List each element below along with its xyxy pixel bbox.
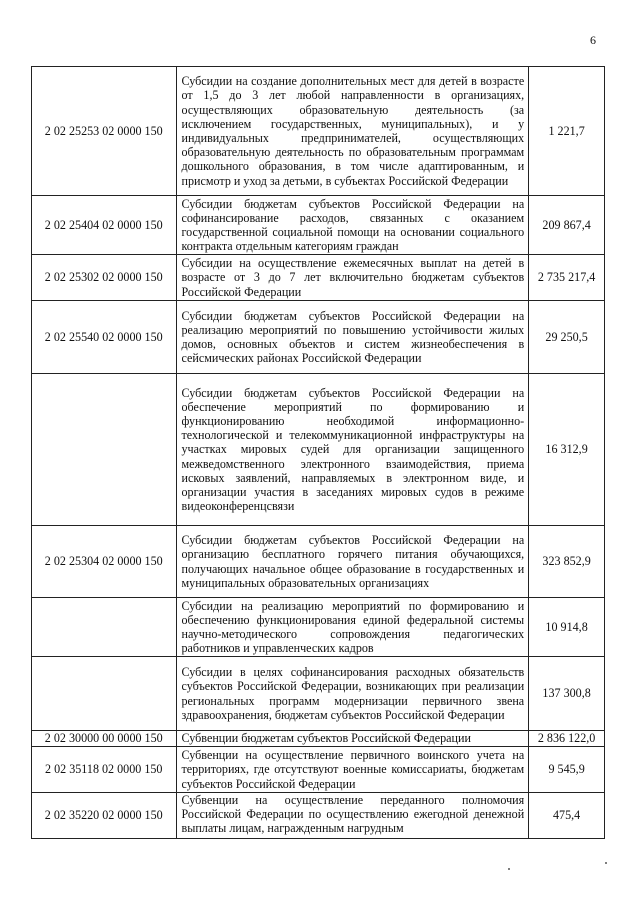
- table-row: [32, 374, 605, 526]
- budget-code-cell: 2 02 35220 02 0000 150: [32, 793, 177, 839]
- page-number: 6: [590, 33, 596, 47]
- table-row: [32, 526, 605, 598]
- table-row: [32, 598, 605, 657]
- amount-cell: 137 300,8: [529, 657, 605, 731]
- budget-code-cell: 2 02 25404 02 0000 150: [32, 196, 177, 255]
- table-row: [32, 67, 605, 196]
- budget-code-cell: 2 02 30000 00 0000 150: [32, 731, 177, 747]
- table-row: [32, 196, 605, 255]
- description-cell: Субвенции на осуществление переданного полномочия Российской Федерации по осуществлению ежегодной денежной выплаты лицам, награжденным нагрудным: [176, 793, 529, 839]
- description-cell: Субвенции на осуществление первичного воинского учета на территориях, где отсутствуют военные комиссариаты, бюджетам субъектов Российской Федерации: [176, 747, 529, 793]
- description-cell: Субсидии бюджетам субъектов Российской Федерации на организацию бесплатного горячего питания обучающихся, получающих начальное общее образование в государственных и муниципальных образовательных организациях: [176, 526, 529, 598]
- description-cell: Субвенции бюджетам субъектов Российской Федерации: [176, 731, 529, 747]
- description-cell: Субсидии бюджетам субъектов Российской Федерации на софинансирование расходов, связанных с оказанием государственной социальной помощи на основании социального контракта отдельным категориям граждан: [176, 196, 529, 255]
- description-cell: Субсидии бюджетам субъектов Российской Федерации на реализацию мероприятий по повышению устойчивости жилых домов, основных объектов и систем жизнеобеспечения в сейсмических районах Российской Федерации: [176, 301, 529, 374]
- scan-speck: [508, 868, 510, 870]
- table-row: [32, 657, 605, 731]
- amount-cell: 209 867,4: [529, 196, 605, 255]
- scan-speck: [605, 862, 607, 864]
- table-row: [32, 793, 605, 839]
- budget-code-cell: [32, 657, 177, 731]
- table-row: [32, 731, 605, 747]
- amount-cell: 29 250,5: [529, 301, 605, 374]
- budget-code-cell: [32, 374, 177, 526]
- amount-cell: 323 852,9: [529, 526, 605, 598]
- budget-code-cell: 2 02 25540 02 0000 150: [32, 301, 177, 374]
- amount-cell: 9 545,9: [529, 747, 605, 793]
- amount-cell: 2 735 217,4: [529, 255, 605, 301]
- budget-revenue-table: [31, 66, 605, 839]
- description-cell: Субсидии на осуществление ежемесячных выплат на детей в возрасте от 3 до 7 лет включительно бюджетам субъектов Российской Федерации: [176, 255, 529, 301]
- budget-code-cell: 2 02 25302 02 0000 150: [32, 255, 177, 301]
- description-cell: Субсидии в целях софинансирования расходных обязательств субъектов Российской Федерации, возникающих при реализации региональных программ модернизации первичного звена здравоохранения, бюджетам субъектов Российской Федерации: [176, 657, 529, 731]
- table-row: [32, 255, 605, 301]
- description-cell: Субсидии на реализацию мероприятий по формированию и обеспечению функционирования единой федеральной системы научно-методического сопровождения педагогических работников и управленческих кадров: [176, 598, 529, 657]
- amount-cell: 10 914,8: [529, 598, 605, 657]
- table-row: [32, 747, 605, 793]
- budget-code-cell: [32, 598, 177, 657]
- description-cell: Субсидии бюджетам субъектов Российской Федерации на обеспечение мероприятий по формированию и функционированию необходимой информационно-технологической и телекоммуникационной инфраструктуры на участках мировых судей для организации защищенного межведомственного электронного взаимодействия, приема исковых заявлений, направляемых в электронном виде, и организации участия в заседаниях мировых судов в режиме видеоконференцсвязи: [176, 374, 529, 526]
- amount-cell: 475,4: [529, 793, 605, 839]
- amount-cell: 2 836 122,0: [529, 731, 605, 747]
- budget-code-cell: 2 02 25304 02 0000 150: [32, 526, 177, 598]
- table-row: [32, 301, 605, 374]
- budget-code-cell: 2 02 25253 02 0000 150: [32, 67, 177, 196]
- description-cell: Субсидии на создание дополнительных мест для детей в возрасте от 1,5 до 3 лет любой направленности в организациях, осуществляющих образовательную деятельность (за исключением государственных, муниципальных), и у индивидуальных предпринимателей, осуществляющих образовательную деятельность по образовательным программам дошкольного образования, в том числе адаптированным, и присмотр и уход за детьми, в субъектах Российской Федерации: [176, 67, 529, 196]
- amount-cell: 1 221,7: [529, 67, 605, 196]
- budget-code-cell: 2 02 35118 02 0000 150: [32, 747, 177, 793]
- amount-cell: 16 312,9: [529, 374, 605, 526]
